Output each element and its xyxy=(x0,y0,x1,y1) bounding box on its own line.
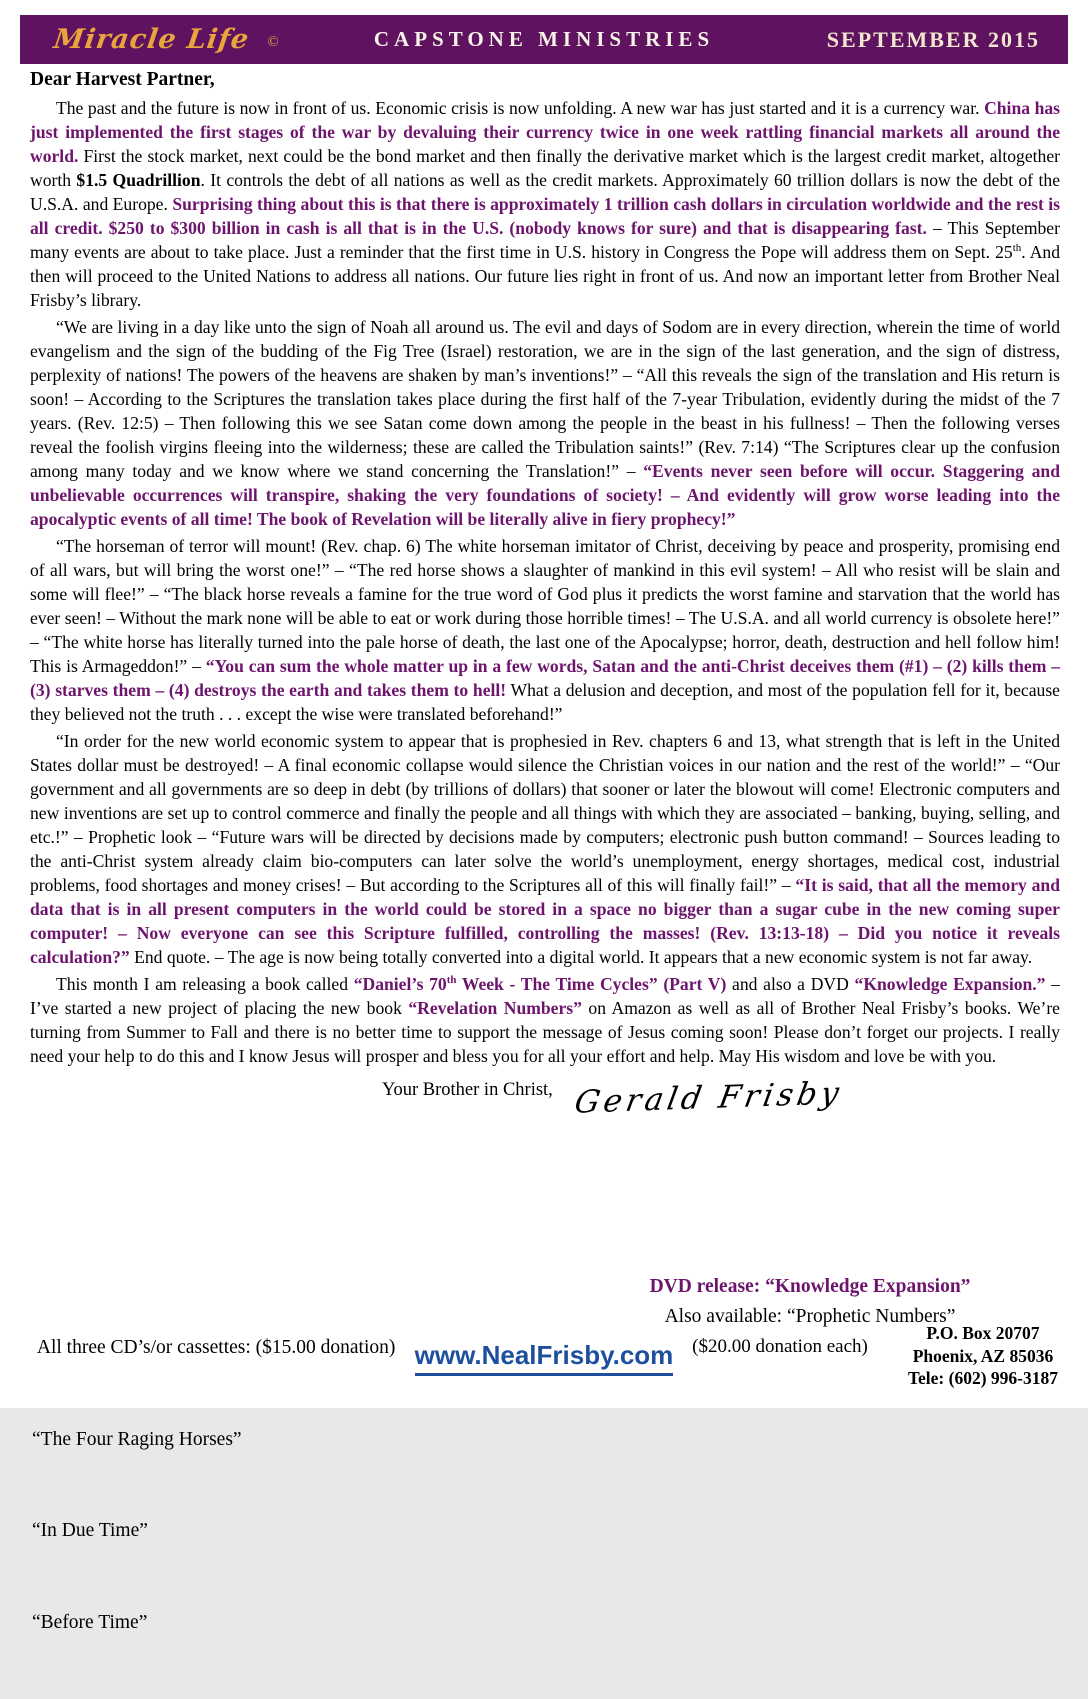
signature-text: Gerald Frisby xyxy=(571,1075,846,1121)
address-block xyxy=(908,1322,1058,1390)
paragraph-segment: “Daniel’s 70 xyxy=(353,974,447,994)
paragraph-segment: and also a DVD xyxy=(726,974,855,994)
website-container xyxy=(304,1340,784,1376)
letter-paragraph xyxy=(30,315,1060,531)
letter-paragraph xyxy=(30,972,1060,1068)
paragraph-segment: “Revelation Numbers” xyxy=(408,998,582,1018)
paragraph-segment: Surprising thing about this is that there is approximately 1 trillion cash dollars in circulation worldwide and the rest is all credit. $250 to $300 billion in cash is all that is in the U.S. (nobody knows for sure) and that is disappearing fast. xyxy=(30,194,1060,238)
paragraph-segment: The past and the future is now in front of us. Economic crisis is now unfolding. A new war has just started and it is a currency war. xyxy=(56,98,985,118)
paragraph-segment: What a delusion and deception, and most of the population fell for it, because they believed not the truth . . . except the wise were translated beforehand!” xyxy=(30,680,1060,724)
paragraph-segment: $1.5 Quadrillion xyxy=(76,170,201,190)
closing-text: Your Brother in Christ, xyxy=(382,1080,553,1100)
paragraph-segment: “The horseman of terror will mount! (Rev. chap. 6) The white horseman imitator of Christ, deceiving by peace and prosperity, promising end of all wars, but will bring the worst one!” – “The red horse shows a slaughter of mankind in this evil system! – All who resist will be slain and some will flee!” – “The black horse reveals a famine for the true word of God plus it predicts the worst famine and starvation that the world has ever seen! – Without the mark none will be able to eat or work during those horrible times! – The U.S.A. and all world currency is obsolete here!” – “The white horse has literally turned into the pale horse of death, the last one of the Apocalypse; horror, death, destruction and hell follow him! This is Armageddon!” – xyxy=(30,536,1060,676)
cd-offer-line: “Before Time” xyxy=(32,1611,148,1633)
paragraph-segment: “Events never seen before will occur. Staggering and unbelievable occurrences will transpire, shaking the very foundations of society! – And evidently will grow worse leading into the apocalyptic events of all time! The book of Revelation will be literally alive in fiery prophecy!” xyxy=(30,461,1060,529)
cd-offer-line: “The Four Raging Horses” xyxy=(32,1428,242,1450)
paragraph-segment: . It controls the debt of all nations as well as the credit markets. Approximately 60 trillion dollars is now the debt of the U.S.A. and Europe. xyxy=(30,170,1060,214)
issue-date: SEPTEMBER 2015 xyxy=(826,26,1040,52)
paragraph-segment: “We are living in a day like unto the sign of Noah all around us. The evil and days of Sodom are in every direction, wherein the time of world evangelism and the sign of the budding of the Fig Tree (Israel) restoration, we are in the sign of the last generation, and the sign of distress, perplexity of nations! The powers of the heavens are shaken by man’s inventions!” – “All this reveals the sign of the translation and His return is soon! – According to the Scriptures the translation takes place during the first half of the 7-year Tribulation, evidently during the midst of the 7 years. (Rev. 12:5) – Then following this we see Satan come down among the people in the beast in his fullness! – Then the following verses reveal the foolish virgins fleeing into the wilderness; these are called the Tribulation saints!” (Rev. 7:14) “The Scriptures clear up the confusion among many today and we know where we stand concerning the Translation!” – xyxy=(30,317,1060,481)
masthead xyxy=(20,15,1068,64)
ministry-title: CAPSTONE MINISTRIES xyxy=(373,27,715,51)
dvd-release-line: DVD release: “Knowledge Expansion” xyxy=(649,1276,971,1297)
paragraph-segment: End quote. – The age is now being totally converted into a digital world. It appears that a new economic system is not far away. xyxy=(129,947,1033,967)
address-line: Phoenix, AZ 85036 xyxy=(912,1345,1054,1366)
address-line: P.O. Box 20707 xyxy=(926,1323,1040,1343)
salutation: Dear Harvest Partner, xyxy=(30,69,215,90)
paragraph-segment: “In order for the new world economic system to appear that is prophesied in Rev. chapters 6 and 13, what strength that is left in the United States dollar must be destroyed! – A final economic collapse would silence the Christian voices in our nation and the rest of the world!” – “Our government and all governments are so deep in debt (by trillions of dollars) that sooner or later the blowout will come! Electronic computers and new inventions are set up to control commerce and finally the people and all things with which they are associated – banking, buying, selling, and etc.!” – Prophetic look – “Future wars will be directed by decisions made by computers; electronic push button command! – Sources leading to the anti-Christ system already claim bio-computers can later solve the world’s unemployment, energy shortages, medical cost, industrial problems, food shortages and money crises! – But according to the Scriptures all of this will finally fail!” – xyxy=(30,731,1060,895)
letter-paragraph xyxy=(30,96,1060,312)
paragraph-segment: . And then will proceed to the United Nations to address all nations. Our future lies right in front of us. And now an important letter from Brother Neal Frisby’s library. xyxy=(30,242,1060,310)
also-available-line: Also available: “Prophetic Numbers” xyxy=(664,1306,956,1327)
donation-note: ($20.00 donation each) xyxy=(692,1336,868,1357)
paragraph-segment: th xyxy=(1012,242,1022,255)
address-line: Tele: (602) 996-3187 xyxy=(907,1368,1058,1388)
letter-body xyxy=(30,68,1061,1121)
paragraph-segment: “Knowledge Expansion.” xyxy=(854,974,1046,994)
paragraph-segment: This month I am releasing a book called xyxy=(56,974,354,994)
website-link[interactable]: www.NealFrisby.com xyxy=(415,1340,674,1376)
paragraph-segment: on Amazon as well as all of Brother Neal Frisby’s books. We’re turning from Summer to Fall and there is no better time to support the message of Jesus coming soon! Please don’t forget our projects. I really need your help to do this and I know Jesus will prosper and bless you for all your effort and help. May His wisdom and love be with you. xyxy=(30,998,1060,1066)
cd-offer-line: “In Due Time” xyxy=(32,1520,148,1541)
paragraph-segment: China has just implemented the first stages of the war by devaluing their currency twice in one week rattling financial markets all around the world. xyxy=(30,98,1060,166)
paragraphs-container xyxy=(30,96,1060,1068)
paragraph-segment: First the stock market, next could be the bond market and then finally the derivative market which is the largest credit market, altogether worth xyxy=(30,146,1060,190)
cd-offer-list xyxy=(32,1272,395,1699)
paragraph-segment: “It is said, that all the memory and data that is in all present computers in the world could be stored in a space no bigger than a sugar cube in the new coming super computer! – Now everyone can see this Scripture fulfilled, controlling the masses! (Rev. 13:13-18) – Did you notice it reveals calculation?” xyxy=(30,875,1060,967)
paragraph-segment: – This September many events are about to take place. Just a reminder that the first time in U.S. history in Congress the Pope will address them on Sept. 25 xyxy=(30,218,1060,262)
closing-row xyxy=(382,1075,1060,1121)
paragraph-segment: “You can sum the whole matter up in a few words, Satan and the anti-Christ deceives them (#1) – (2) kills them – (3) starves them – (4) destroys the earth and takes them to hell! xyxy=(30,656,1061,700)
paragraph-segment: th xyxy=(446,974,457,987)
letter-paragraph xyxy=(30,534,1060,726)
cd-offer-line: All three CD’s/or cassettes: ($15.00 donation) xyxy=(32,1337,396,1358)
letter-paragraph xyxy=(30,729,1060,969)
paragraph-segment: Week - The Time Cycles” (Part V) xyxy=(456,974,727,994)
copyright-icon: © xyxy=(267,34,279,50)
brand-name: Miracle Life xyxy=(51,24,252,55)
paragraph-segment: – I’ve started a new project of placing the new book xyxy=(30,974,1060,1018)
